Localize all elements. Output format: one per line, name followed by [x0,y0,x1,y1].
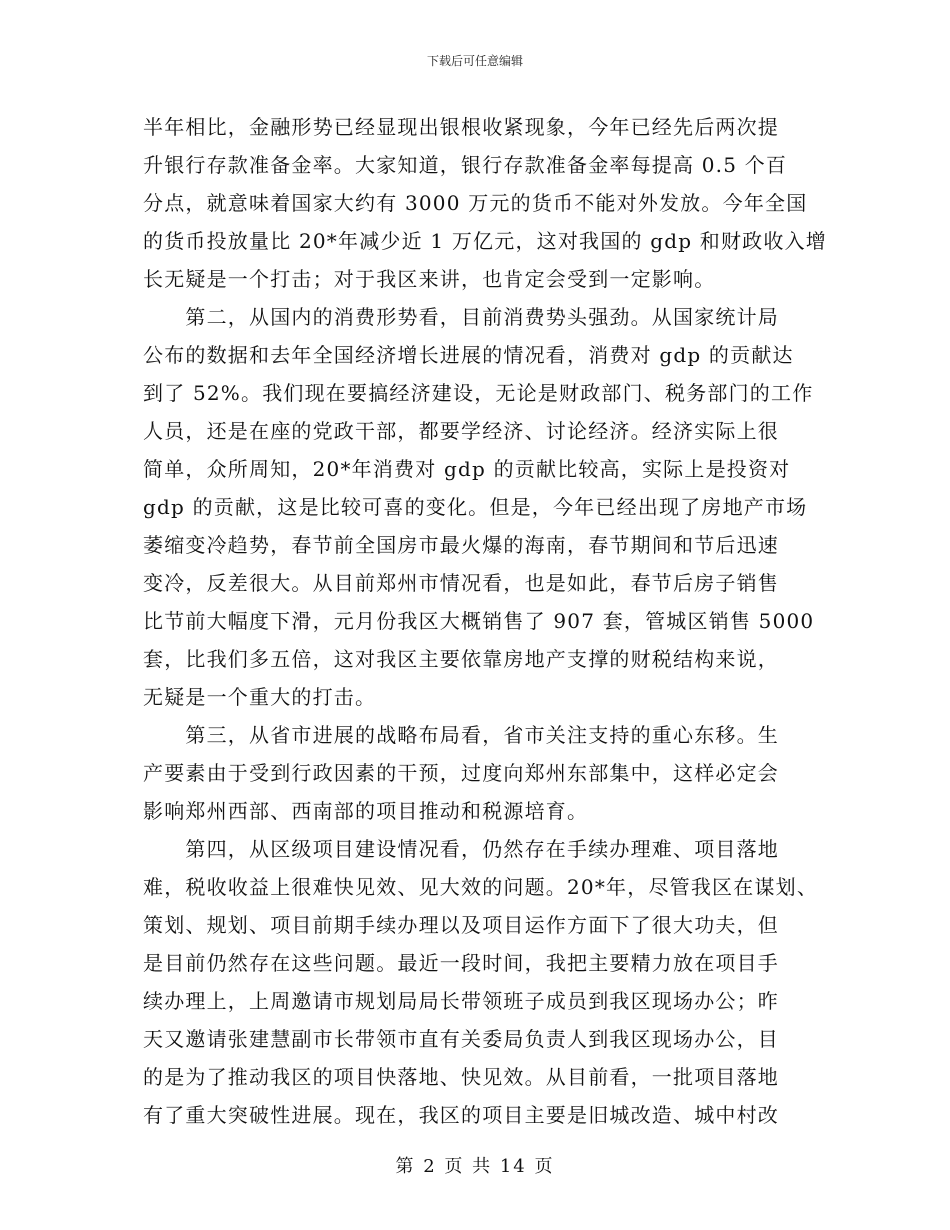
text-line: 升银行存款准备金率。大家知道，银行存款准备金率每提高 0.5 个百 [143,153,788,177]
text-line: 到了 52%。我们现在要搞经济建设，无论是财政部门、税务部门的工作 [143,381,814,405]
text-line: 人员，还是在座的党政干部，都要学经济、讨论经济。经济实际上很 [143,419,779,443]
text-line: 套，比我们多五倍，这对我区主要依靠房地产支撑的财税结构来说， [143,647,779,671]
text-line: 策划、规划、项目前期手续办理以及项目运作方面下了很大功夫，但 [143,913,779,937]
text-line: 比节前大幅度下滑，元月份我区大概销售了 907 套，管城区销售 5000 [143,609,815,633]
text-line: 无疑是一个重大的打击。 [143,685,377,709]
text-line: 简单，众所周知，20*年消费对 gdp 的贡献比较高，实际上是投资对 [143,457,791,481]
text-line: gdp 的贡献，这是比较可喜的变化。但是，今年已经出现了房地产市场 [143,495,808,519]
text-line: 有了重大突破性进展。现在，我区的项目主要是旧城改造、城中村改 [143,1103,779,1127]
page-header: 下载后可任意编辑 [426,54,523,68]
body-text [143,108,843,1134]
text-line: 第三，从省市进展的战略布局看，省市关注支持的重心东移。生 [143,723,779,747]
text-line: 的是为了推动我区的项目快落地、快见效。从目前看，一批项目落地 [143,1065,779,1089]
text-line: 影响郑州西部、西南部的项目推动和税源培育。 [143,799,589,823]
text-line: 半年相比，金融形势已经显现出银根收紧现象，今年已经先后两次提 [143,115,779,139]
text-line: 产要素由于受到行政因素的干预，过度向郑州东部集中，这样必定会 [143,761,779,785]
text-line: 难，税收收益上很难快见效、见大效的问题。20*年，尽管我区在谋划、 [143,875,819,899]
text-line: 第四，从区级项目建设情况看，仍然存在手续办理难、项目落地 [143,837,779,861]
text-line: 变冷，反差很大。从目前郑州市情况看，也是如此，春节后房子销售 [143,571,779,595]
text-line: 分点，就意味着国家大约有 3000 万元的货币不能对外发放。今年全国 [143,191,808,215]
text-line: 公布的数据和去年全国经济增长进展的情况看，消费对 gdp 的贡献达 [143,343,794,367]
text-line: 长无疑是一个打击；对于我区来讲，也肯定会受到一定影响。 [143,267,716,291]
page-footer: 第 2 页 共 14 页 [395,1156,555,1177]
text-line: 天又邀请张建慧副市长带领市直有关委局负责人到我区现场办公，目 [143,1027,779,1051]
text-line: 第二，从国内的消费形势看，目前消费势头强劲。从国家统计局 [143,305,779,329]
text-line: 的货币投放量比 20*年减少近 1 万亿元，这对我国的 gdp 和财政收入增 [143,229,827,253]
text-line: 续办理上，上周邀请市规划局局长带领班子成员到我区现场办公；昨 [143,989,779,1013]
text-line: 萎缩变冷趋势，春节前全国房市最火爆的海南，春节期间和节后迅速 [143,533,779,557]
text-line: 是目前仍然存在这些问题。最近一段时间，我把主要精力放在项目手 [143,951,779,975]
